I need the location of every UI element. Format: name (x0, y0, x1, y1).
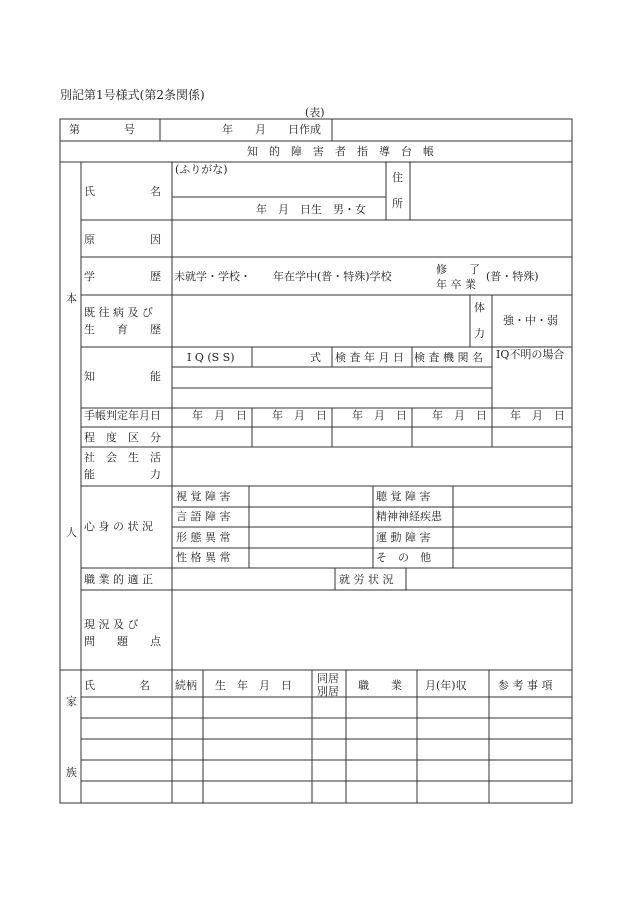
section-person-char-2: 人 (66, 526, 77, 539)
iq-header: I Q (S S) (187, 351, 235, 364)
condition-right-4: そ の 他 (376, 551, 431, 564)
name-label: 氏 名 (84, 185, 161, 198)
test-date-header: 検 査 年 月 日 (335, 351, 404, 364)
handbook-date-2: 年 月 日 (272, 409, 327, 422)
condition-right-1: 聴 覚 障 害 (376, 490, 431, 503)
method-header: 式 (310, 351, 321, 364)
iq-unknown-header: IQ不明の場合 (496, 348, 565, 361)
handbook-date-1: 年 月 日 (192, 409, 247, 422)
family-notes-header: 参 考 事 項 (498, 679, 553, 692)
history-label-2: 生 育 歴 (84, 323, 161, 336)
situation-label-1: 現 況 及 び (84, 618, 139, 631)
address-label-1: 住 (392, 171, 403, 184)
handbook-label: 手帳判定年月日 (84, 409, 161, 422)
completion-label-2: 年 卒 業 (436, 278, 476, 291)
work-label: 就 労 状 況 (339, 573, 394, 586)
degree-label: 程 度 区 分 (84, 431, 161, 444)
handbook-date-3: 年 月 日 (352, 409, 407, 422)
section-family-char-1: 家 (66, 695, 77, 708)
history-label-1: 既 往 病 及 び (84, 306, 153, 319)
family-cohabit-header-2: 別居 (317, 685, 339, 698)
family-relation-header: 続柄 (175, 679, 197, 692)
social-label-1: 社 会 生 活 (84, 451, 161, 464)
condition-left-2: 言 語 障 害 (176, 510, 231, 523)
family-job-header: 職 業 (358, 679, 402, 692)
education-text: 未就学・学校・ 年在学中(普・特殊)学校 (174, 270, 392, 283)
form-caption: 別記第1号様式(第2条関係) (60, 88, 205, 102)
number-label: 第 号 (69, 123, 135, 136)
physical-label-1: 体 (474, 301, 485, 314)
handbook-date-5: 年 月 日 (510, 409, 565, 422)
family-name-header: 氏 名 (84, 679, 150, 692)
completion-type: (普・特殊) (486, 270, 539, 283)
side-indicator: (表) (305, 106, 325, 119)
family-income-header: 月(年)収 (425, 679, 467, 692)
family-birth-header: 生 年 月 日 (215, 679, 292, 692)
form-title: 知 的 障 害 者 指 導 台 帳 (247, 145, 434, 158)
education-label: 学 歴 (84, 270, 161, 283)
handbook-date-4: 年 月 日 (432, 409, 487, 422)
physical-label-2: 力 (474, 327, 485, 340)
family-cohabit-header-1: 同居 (317, 672, 339, 685)
birth-sex: 年 月 日生 男・女 (256, 203, 366, 216)
section-person-char-1: 本 (66, 292, 77, 305)
completion-label-1: 修 了 (436, 263, 480, 276)
section-family-char-2: 族 (66, 766, 77, 779)
condition-left-1: 視 覚 障 害 (176, 490, 231, 503)
condition-left-3: 形 態 異 常 (176, 531, 231, 544)
furigana-label: (ふりがな) (175, 163, 228, 176)
social-label-2: 能 力 (84, 468, 161, 481)
created-date: 年 月 日作成 (222, 123, 321, 136)
condition-right-2: 精神神経疾患 (376, 510, 442, 523)
condition-right-3: 運 動 障 害 (376, 531, 431, 544)
address-label-2: 所 (392, 197, 403, 210)
physical-value: 強・中・弱 (503, 314, 558, 327)
vocational-label: 職 業 的 適 正 (84, 573, 153, 586)
intel-label: 知 能 (84, 370, 161, 383)
condition-left-4: 性 格 異 常 (176, 551, 231, 564)
cause-label: 原 因 (84, 233, 161, 246)
test-org-header: 検 査 機 関 名 (414, 351, 483, 364)
mental-label: 心 身 の 状 況 (84, 520, 153, 533)
situation-label-2: 問 題 点 (84, 635, 161, 648)
